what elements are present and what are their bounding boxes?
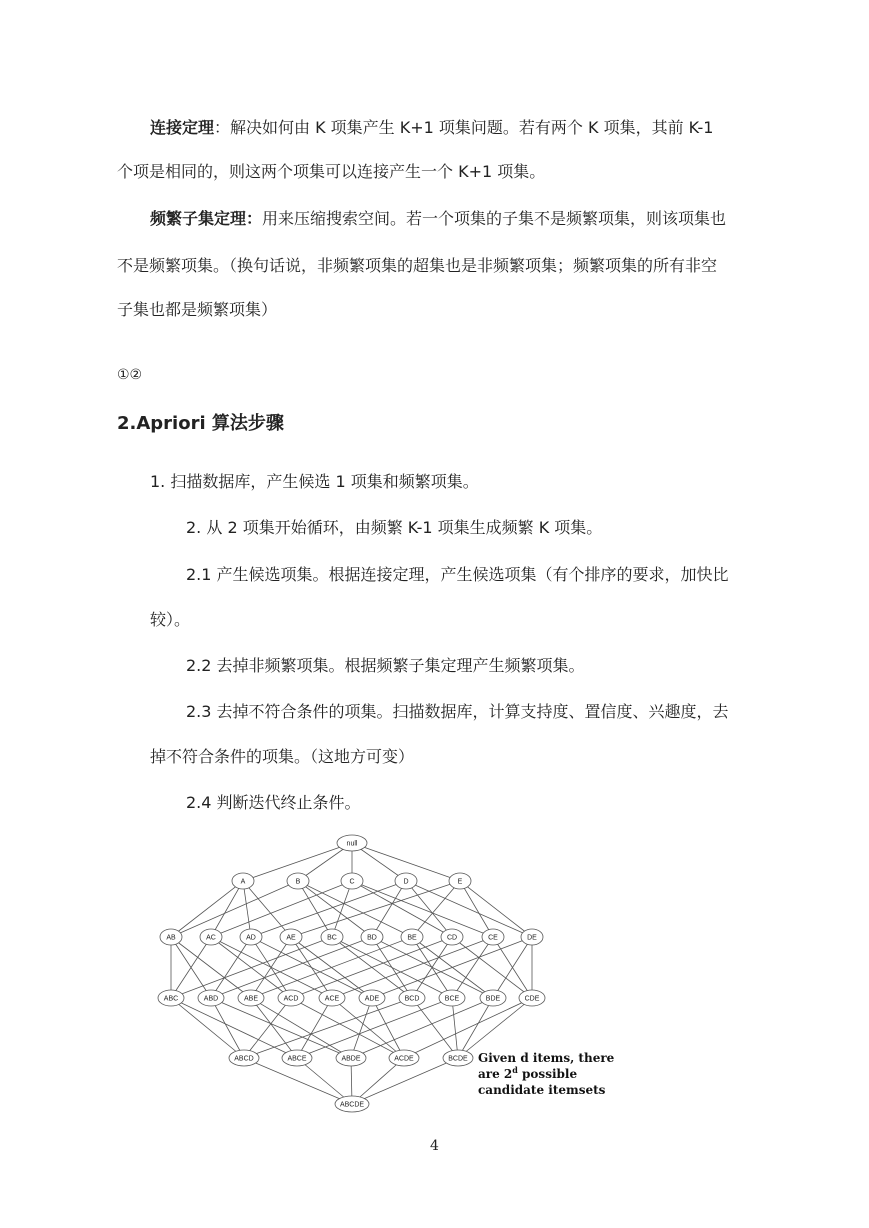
node-label-bd: BD: [367, 934, 377, 942]
step-2-1-line1: 2.1 产生候选项集。根据连接定理，产生候选项集（有个排序的要求，加快比: [186, 565, 729, 584]
node-label-cde: CDE: [524, 995, 540, 1003]
node-label-bcd: BCD: [404, 995, 420, 1003]
edge-E-CE: [457, 878, 493, 937]
join-theorem-title: 连接定理: [150, 118, 215, 137]
step-2-4: 2.4 判断迭代终止条件。: [186, 793, 361, 812]
caption-line2-sup: d: [512, 1065, 518, 1075]
edge-A-AC: [211, 881, 243, 937]
edge-E-AE: [291, 878, 460, 937]
node-label-de: DE: [527, 934, 537, 942]
edge-ACE-ABCE: [297, 998, 332, 1058]
join-theorem-text: ：解决如何由 K 项集产生 K+1 项集问题。若有两个 K 项集，其前 K-1: [214, 118, 714, 137]
node-label-abd: ABD: [203, 995, 219, 1003]
caption-line2-post: possible: [517, 1067, 578, 1081]
step-2: 2. 从 2 项集开始循环，由频繁 K-1 项集生成频繁 K 项集。: [186, 518, 603, 537]
caption-line2: [478, 1065, 577, 1081]
node-label-ace: ACE: [324, 995, 340, 1003]
node-label-a: A: [240, 878, 246, 886]
step-2-2: 2.2 去掉非频繁项集。根据频繁子集定理产生频繁项集。: [186, 656, 585, 675]
node-label-ae: AE: [286, 934, 296, 942]
node-label-ce: CE: [488, 934, 498, 942]
step-2-3-line1: 2.3 去掉不符合条件的项集。扫描数据库，计算支持度、置信度、兴趣度，去: [186, 702, 729, 721]
node-label-abcd: ABCD: [234, 1055, 254, 1063]
caption-line1: Given d items, there: [478, 1051, 615, 1065]
edge-CE-BCE: [452, 937, 493, 998]
page-number: 4: [430, 1138, 439, 1154]
edge-E-BE: [412, 881, 460, 937]
subset-theorem-line3: 子集也都是频繁项集）: [117, 300, 278, 319]
node-label-d: D: [403, 878, 409, 886]
circled-numbers: ①②: [117, 367, 143, 383]
node-label-bde: BDE: [485, 995, 501, 1003]
node-label-c: C: [349, 878, 355, 886]
node-label-ade: ADE: [364, 995, 380, 1003]
edge-ABD-ABCD: [211, 998, 244, 1058]
edge-BCE-BCDE: [452, 998, 458, 1058]
edge-AE-ACE: [291, 937, 332, 998]
edge-ADE-ACDE: [372, 998, 404, 1058]
node-label-abe: ABE: [243, 995, 259, 1003]
edge-D-CD: [406, 881, 452, 937]
step-1: 1. 扫描数据库，产生候选 1 项集和频繁项集。: [150, 472, 479, 491]
section-title: 2.Apriori 算法步骤: [117, 413, 284, 434]
subset-theorem-title: 频繁子集定理：: [150, 209, 263, 228]
step-2-3-line2: 掉不符合条件的项集。（这地方可变）: [150, 747, 415, 766]
edge-BD-BCD: [372, 937, 412, 998]
edge-BDE-BCDE: [458, 998, 493, 1058]
edge-D-DE: [406, 878, 532, 937]
caption-line3: candidate itemsets: [478, 1083, 606, 1097]
node-label-abc: ABC: [163, 995, 179, 1003]
node-label-bce: BCE: [444, 995, 460, 1003]
subset-theorem-text: 用来压缩搜索空间。若一个项集的子集不是频繁项集，则该项集也: [262, 209, 727, 228]
edge-D-BD: [372, 878, 409, 937]
edge-ADE-ABDE: [351, 998, 372, 1058]
node-label-acde: ACDE: [394, 1055, 414, 1063]
node-label-abce: ABCE: [287, 1055, 307, 1063]
node-label-ab: AB: [166, 934, 176, 942]
node-label-abcde: ABCDE: [339, 1101, 365, 1109]
edge-C-CE: [352, 878, 493, 937]
edge-B-AB: [171, 878, 298, 937]
node-label-be: BE: [407, 934, 417, 942]
subset-theorem-line1: [150, 209, 810, 229]
itemset-lattice-figure: [155, 828, 625, 1118]
step-2-1-line2: 较）。: [150, 610, 191, 629]
node-label-b: B: [295, 878, 301, 886]
node-label-cd: CD: [446, 934, 458, 942]
node-label-ac: AC: [206, 934, 216, 942]
node-label-abde: ABDE: [341, 1055, 361, 1063]
join-theorem-line2: 个项是相同的，则这两个项集可以连接产生一个 K+1 项集。: [117, 162, 546, 181]
join-theorem-line1: [150, 118, 810, 138]
caption-line2-pre: are 2: [478, 1067, 513, 1081]
node-label-bcde: BCDE: [448, 1055, 468, 1063]
node-label-null: null: [346, 840, 358, 848]
edge-C-CD: [352, 878, 452, 937]
node-label-e: E: [457, 878, 463, 886]
edge-D-AD: [251, 878, 409, 937]
node-label-ad: AD: [246, 934, 256, 942]
subset-theorem-line2: 不是频繁项集。（换句话说，非频繁项集的超集也是非频繁项集；频繁项集的所有非空: [117, 256, 718, 275]
edge-AD-ABD: [211, 937, 251, 998]
node-label-acd: ACD: [283, 995, 299, 1003]
node-label-bc: BC: [327, 934, 337, 942]
